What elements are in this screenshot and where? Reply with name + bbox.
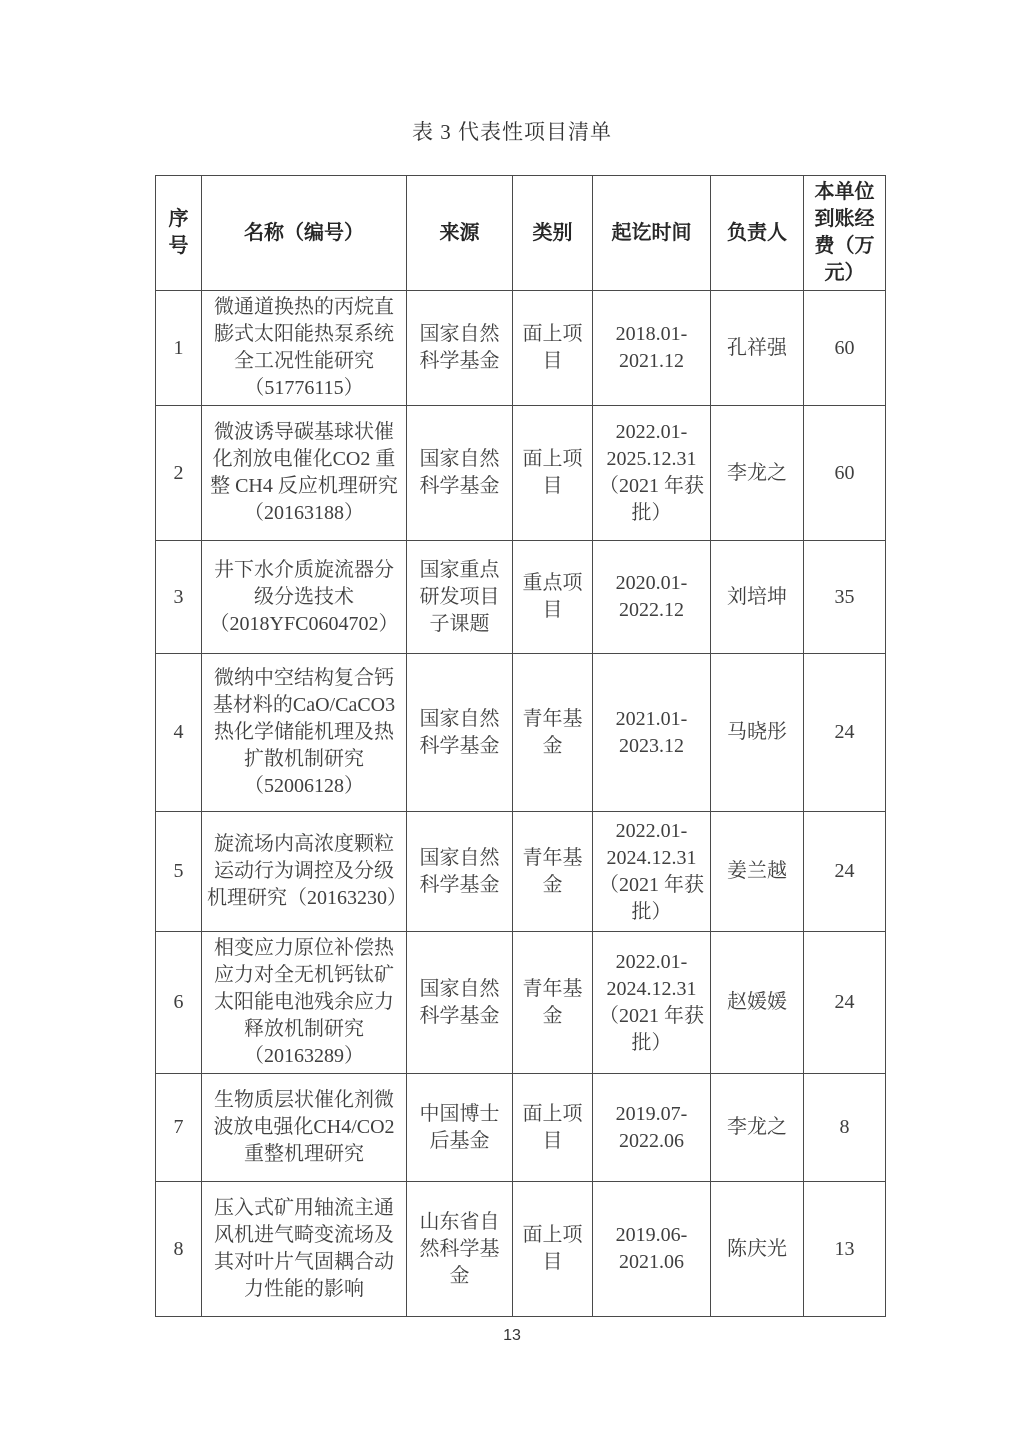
cell-leader: 马晓彤 bbox=[711, 654, 804, 812]
cell-no: 8 bbox=[156, 1182, 202, 1317]
cell-category: 青年基金 bbox=[513, 654, 593, 812]
table-row bbox=[156, 406, 886, 541]
header-period: 起讫时间 bbox=[593, 176, 711, 291]
header-funding: 本单位到账经费（万元） bbox=[804, 176, 886, 291]
table-row bbox=[156, 812, 886, 932]
cell-leader: 刘培坤 bbox=[711, 541, 804, 654]
header-category: 类别 bbox=[513, 176, 593, 291]
cell-period: 2021.01-2023.12 bbox=[593, 654, 711, 812]
table-row bbox=[156, 1074, 886, 1182]
cell-category: 面上项目 bbox=[513, 1182, 593, 1317]
cell-no: 1 bbox=[156, 291, 202, 406]
cell-funding: 35 bbox=[804, 541, 886, 654]
cell-source: 国家自然科学基金 bbox=[407, 932, 513, 1074]
cell-no: 2 bbox=[156, 406, 202, 541]
table-caption: 表 3 代表性项目清单 bbox=[412, 120, 612, 144]
cell-no: 3 bbox=[156, 541, 202, 654]
cell-category: 面上项目 bbox=[513, 406, 593, 541]
cell-leader: 陈庆光 bbox=[711, 1182, 804, 1317]
cell-name: 相变应力原位补偿热应力对全无机钙钛矿太阳能电池残余应力释放机制研究（20163289） bbox=[202, 932, 407, 1074]
cell-name: 井下水介质旋流器分级分选技术（2018YFC0604702） bbox=[202, 541, 407, 654]
cell-source: 国家自然科学基金 bbox=[407, 291, 513, 406]
cell-leader: 李龙之 bbox=[711, 406, 804, 541]
cell-funding: 8 bbox=[804, 1074, 886, 1182]
cell-name: 微通道换热的丙烷直膨式太阳能热泵系统全工况性能研究（51776115） bbox=[202, 291, 407, 406]
cell-period: 2019.07-2022.06 bbox=[593, 1074, 711, 1182]
cell-funding: 24 bbox=[804, 812, 886, 932]
cell-source: 国家自然科学基金 bbox=[407, 654, 513, 812]
cell-name: 压入式矿用轴流主通风机进气畸变流场及其对叶片气固耦合动力性能的影响 bbox=[202, 1182, 407, 1317]
cell-category: 青年基金 bbox=[513, 932, 593, 1074]
cell-leader: 孔祥强 bbox=[711, 291, 804, 406]
table-row bbox=[156, 291, 886, 406]
cell-source: 中国博士后基金 bbox=[407, 1074, 513, 1182]
cell-category: 面上项目 bbox=[513, 291, 593, 406]
header-name: 名称（编号） bbox=[202, 176, 407, 291]
cell-period: 2018.01-2021.12 bbox=[593, 291, 711, 406]
cell-funding: 24 bbox=[804, 654, 886, 812]
cell-source: 国家自然科学基金 bbox=[407, 406, 513, 541]
header-source: 来源 bbox=[407, 176, 513, 291]
cell-category: 青年基金 bbox=[513, 812, 593, 932]
header-no: 序号 bbox=[156, 176, 202, 291]
table-row bbox=[156, 541, 886, 654]
cell-category: 面上项目 bbox=[513, 1074, 593, 1182]
header-leader: 负责人 bbox=[711, 176, 804, 291]
cell-funding: 24 bbox=[804, 932, 886, 1074]
table-row bbox=[156, 932, 886, 1074]
cell-no: 5 bbox=[156, 812, 202, 932]
cell-source: 山东省自然科学基金 bbox=[407, 1182, 513, 1317]
cell-no: 6 bbox=[156, 932, 202, 1074]
table-row bbox=[156, 654, 886, 812]
cell-name: 旋流场内高浓度颗粒运动行为调控及分级机理研究（20163230） bbox=[202, 812, 407, 932]
cell-no: 4 bbox=[156, 654, 202, 812]
cell-period: 2020.01-2022.12 bbox=[593, 541, 711, 654]
page-number: 13 bbox=[503, 1327, 521, 1344]
cell-period: 2022.01-2025.12.31（2021 年获批） bbox=[593, 406, 711, 541]
cell-period: 2019.06-2021.06 bbox=[593, 1182, 711, 1317]
cell-period: 2022.01-2024.12.31（2021 年获批） bbox=[593, 812, 711, 932]
cell-funding: 60 bbox=[804, 406, 886, 541]
cell-name: 生物质层状催化剂微波放电强化CH4/CO2 重整机理研究 bbox=[202, 1074, 407, 1182]
table-row bbox=[156, 1182, 886, 1317]
cell-period: 2022.01-2024.12.31（2021 年获批） bbox=[593, 932, 711, 1074]
cell-funding: 13 bbox=[804, 1182, 886, 1317]
cell-source: 国家自然科学基金 bbox=[407, 812, 513, 932]
table-header-row bbox=[156, 176, 886, 291]
cell-funding: 60 bbox=[804, 291, 886, 406]
cell-leader: 姜兰越 bbox=[711, 812, 804, 932]
cell-category: 重点项目 bbox=[513, 541, 593, 654]
cell-no: 7 bbox=[156, 1074, 202, 1182]
cell-leader: 李龙之 bbox=[711, 1074, 804, 1182]
cell-name: 微纳中空结构复合钙基材料的CaO/CaCO3 热化学储能机理及热扩散机制研究（52006128） bbox=[202, 654, 407, 812]
projects-table bbox=[155, 175, 886, 1317]
cell-leader: 赵媛媛 bbox=[711, 932, 804, 1074]
cell-name: 微波诱导碳基球状催化剂放电催化CO2 重整 CH4 反应机理研究（20163188） bbox=[202, 406, 407, 541]
cell-source: 国家重点研发项目子课题 bbox=[407, 541, 513, 654]
